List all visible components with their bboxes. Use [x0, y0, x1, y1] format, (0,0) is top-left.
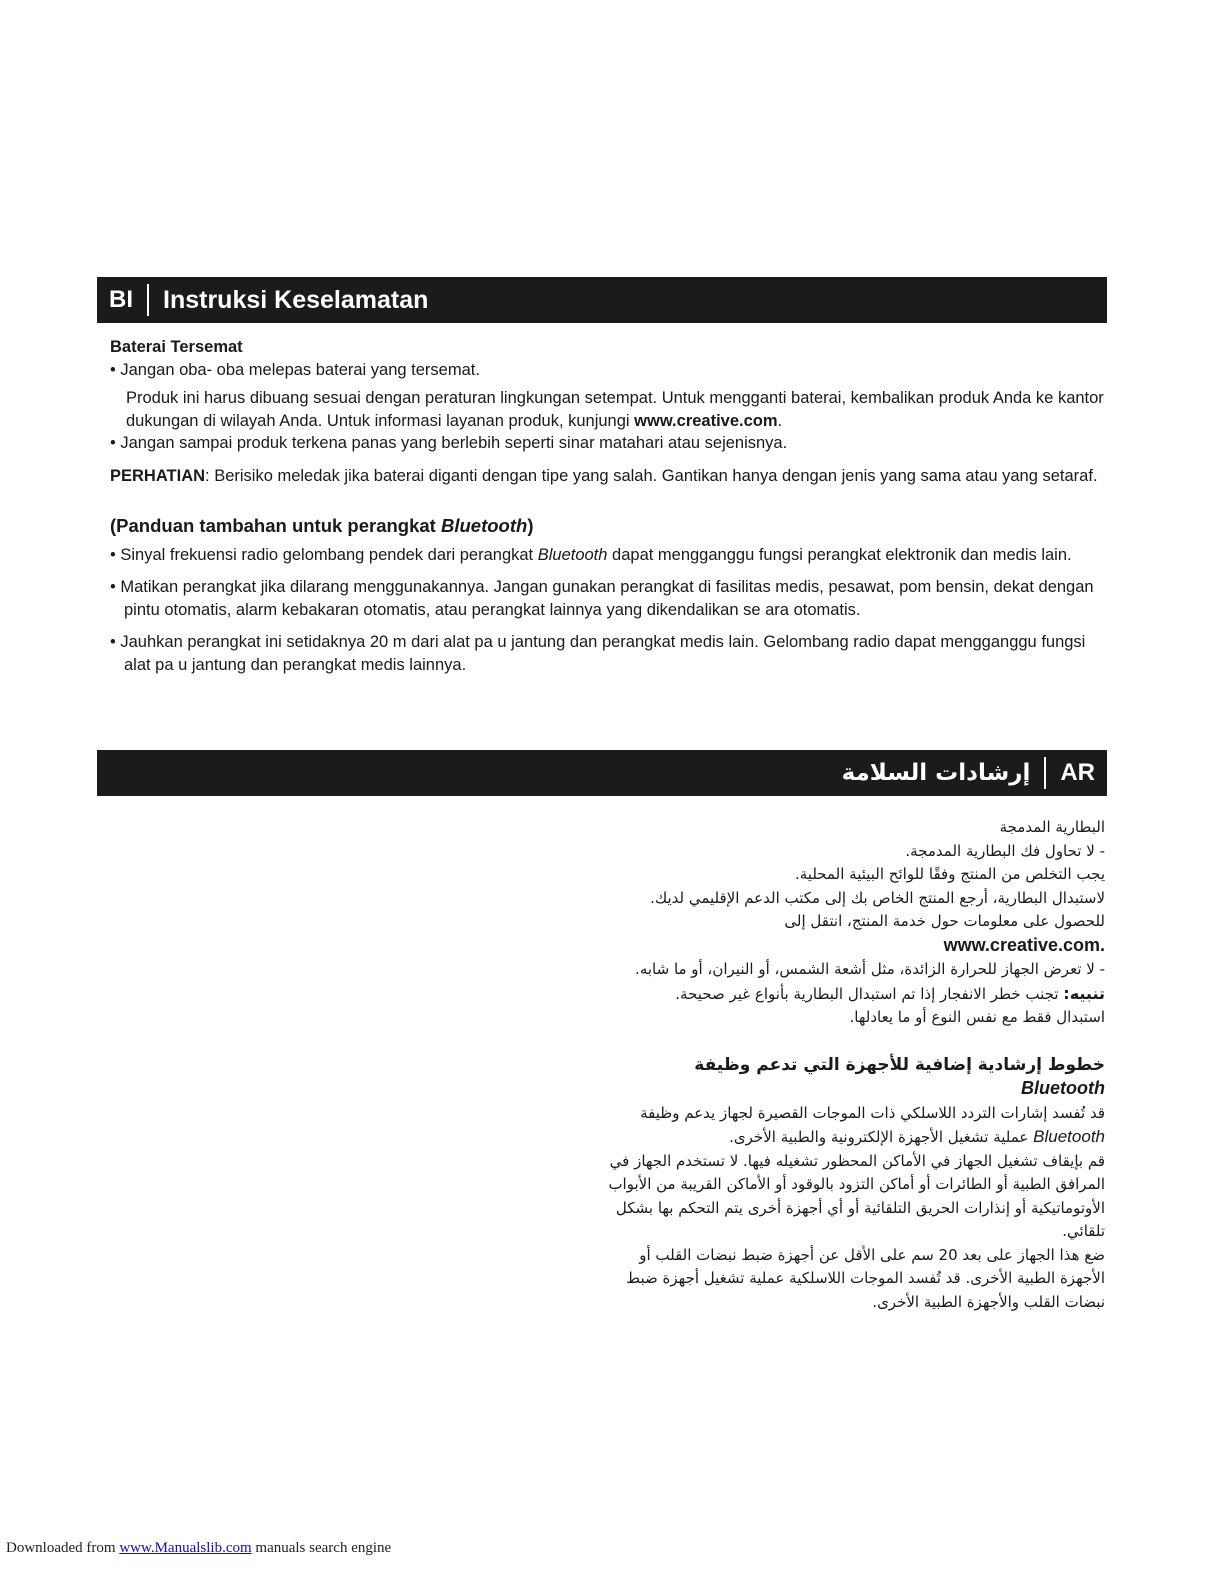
- battery-heading-ar: البطارية المدمجة: [999, 818, 1105, 836]
- language-code-bi: BI: [109, 286, 133, 313]
- ar-bt-item-1: [605, 1102, 1105, 1150]
- ar-content: [605, 816, 1105, 1314]
- ar-line-1: - لا تحاول فك البطارية المدمجة.: [905, 841, 1105, 860]
- creative-url-bi: www.creative.com: [634, 411, 778, 430]
- battery-heading-bi: Baterai Tersemat: [110, 338, 243, 356]
- warning-text-ar: تجنب خطر الانفجار إذا تم استبدال البطارية بأنواع غير صحيحة.: [675, 984, 1064, 1003]
- section-title-ar: إرشادات السلامة: [841, 760, 1031, 786]
- bt-item-1-bi: [110, 544, 1110, 567]
- bt-item1-prefix: • Sinyal frekuensi radio gelombang pendek dari perangkat: [110, 545, 538, 564]
- section-title-bi: Instruksi Keselamatan: [163, 285, 429, 314]
- warning-label-ar: تنبيه:: [1063, 983, 1105, 1003]
- ar-bt1-word: Bluetooth: [1033, 1127, 1105, 1146]
- battery-bullet-bi: • Jangan oba- oba melepas baterai yang tersemat.: [110, 360, 480, 379]
- language-code-ar: AR: [1060, 759, 1095, 786]
- bluetooth-heading-ar: [605, 1054, 1105, 1102]
- bt-item-2-bi: • Matikan perangkat jika dilarang menggunakannya. Jangan gunakan perangkat di fasilitas medis, pesawat, pom bensin, dekat dengan pintu otomatis, alarm kebakaran otomatis, atau perangkat lainnya yang dikendalikan se ara otomatis.: [110, 578, 1094, 619]
- battery-text-bi: [110, 387, 1110, 432]
- caution-paragraph-bi: [110, 465, 1110, 488]
- footer-suffix: manuals search engine: [251, 1540, 392, 1556]
- heat-bullet-bi: • Jangan sampai produk terkena panas yang berlebih seperti sinar matahari atau sejenisnya.: [110, 434, 788, 452]
- ar-bt1-b: عملية تشغيل الأجهزة الإلكترونية والطبية الأخرى.: [729, 1128, 1034, 1146]
- ar-warning: [605, 982, 1105, 1007]
- bt-heading-suffix: ): [527, 515, 534, 536]
- ar-bt-item-2: قم بإيقاف تشغيل الجهاز في الأماكن المحظور تشغيله فيها. لا تستخدم الجهاز في المرافق الطبية أو الطائرات أو أماكن التزود بالوقود أو الأماكن القريبة من الأبواب الأوتوماتيكية أو إنذارات الحريق التلقائية أو أي أجهزة أخرى يتم التحكم بها بشكل تلقائي.: [608, 1151, 1105, 1240]
- bt-heading-word: Bluetooth: [441, 515, 528, 536]
- creative-url-ar: www.creative.com.: [943, 934, 1105, 955]
- ar-line-4: للحصول على معلومات حول خدمة المنتج، انتقل إلى: [784, 912, 1105, 930]
- bt-heading-text-ar: خطوط إرشادية إضافية للأجهزة التي تدعم وظيفة: [694, 1054, 1105, 1075]
- footer-prefix: Downloaded from: [6, 1540, 120, 1556]
- section-banner-ar: [97, 750, 1107, 796]
- ar-line-6: استبدال فقط مع نفس النوع أو ما يعادلها.: [849, 1008, 1105, 1026]
- banner-divider: [1044, 757, 1046, 789]
- bt-item1-word: Bluetooth: [537, 545, 608, 564]
- battery-text-body: Produk ini harus dibuang sesuai dengan peraturan lingkungan setempat. Untuk mengganti baterai, kembalikan produk Anda ke kantor dukungan di wilayah Anda. Untuk informasi layanan produk, kunjungi: [126, 389, 1104, 430]
- bt-heading-prefix: (Panduan tambahan untuk perangkat: [110, 515, 441, 536]
- ar-bt-item-3: ضع هذا الجهاز على بعد 20 سم على الأقل عن أجهزة ضبط نبضات القلب أو الأجهزة الطبية الأخرى. قد تُفسد الموجات اللاسلكية عملية تشغيل أجهزة ضبط نبضات القلب والأجهزة الطبية الأخرى.: [626, 1245, 1105, 1311]
- caution-text-bi: : Berisiko meledak jika baterai diganti dengan tipe yang salah. Gantikan hanya dengan jenis yang sama atau yang setaraf.: [205, 466, 1098, 485]
- ar-line-2: يجب التخلص من المنتج وفقًا للوائح البيئية المحلية.: [794, 865, 1105, 883]
- bi-content: [110, 336, 1110, 686]
- bt-item-3-bi: • Jauhkan perangkat ini setidaknya 20 m dari alat pa u jantung dan perangkat medis lain. Gelombang radio dapat mengganggu fungsi alat pa u jantung dan perangkat medis lainnya.: [110, 633, 1086, 674]
- bluetooth-heading-bi: [110, 515, 1110, 538]
- ar-url-line: [605, 934, 1105, 959]
- download-footer: [6, 1540, 391, 1557]
- bt-heading-word-ar: Bluetooth: [1021, 1078, 1105, 1098]
- ar-bt1-a: قد تُفسد إشارات التردد اللاسلكي ذات الموجات القصيرة لجهاز يدعم وظيفة: [640, 1103, 1105, 1122]
- caution-label-bi: PERHATIAN: [110, 466, 206, 485]
- ar-line-5: - لا تعرض الجهاز للحرارة الزائدة، مثل أشعة الشمس، أو النيران، أو ما شابه.: [635, 960, 1105, 978]
- section-banner-bi: [97, 277, 1107, 323]
- bt-item1-suffix: dapat mengganggu fungsi perangkat elektronik dan medis lain.: [607, 545, 1072, 564]
- manualslib-link[interactable]: www.Manualslib.com: [119, 1540, 252, 1556]
- ar-line-3: لاستبدال البطارية، أرجع المنتج الخاص بك إلى مكتب الدعم الإقليمي لديك.: [650, 888, 1105, 907]
- banner-divider: [147, 284, 149, 316]
- battery-url-suffix: .: [777, 411, 783, 430]
- bluetooth-list-bi: [110, 544, 1110, 677]
